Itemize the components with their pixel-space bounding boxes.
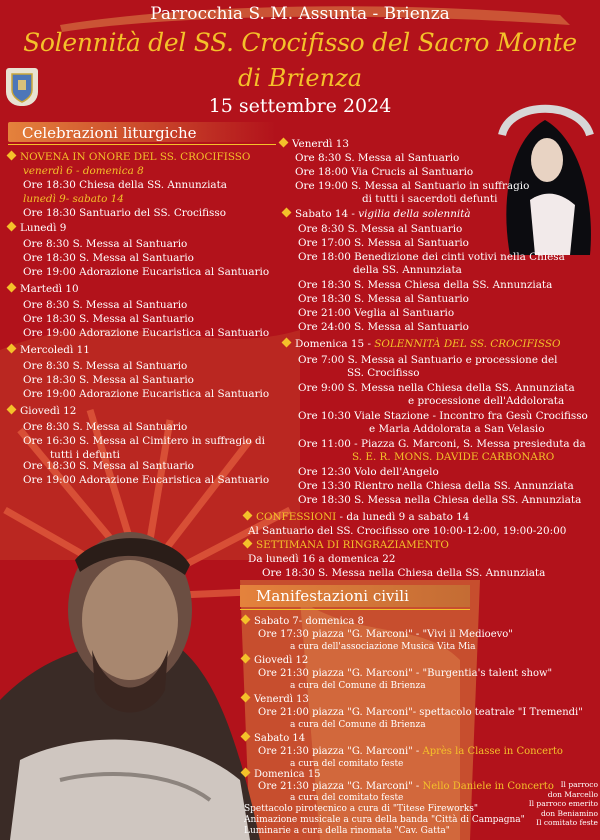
diamond-bullet-icon [243,539,253,549]
novena-line-1: Ore 18:30 Chiesa della SS. Annunziata [23,179,227,191]
thursday-line: tutti i defunti [50,449,120,461]
diamond-bullet-icon [282,338,292,348]
music-note: Animazione musicale a cura della banda "Città di Campagna" [244,815,525,825]
friday-line: Ore 19:00 S. Messa al Santuario in suffragio [295,180,530,192]
sunday-line: Ore 13:30 Rientro nella Chiesa della SS. Annunziata [298,480,574,492]
civil-event-date: Venerdì 13 [242,694,309,707]
saturday-line: Ore 18:30 S. Messa Chiesa della SS. Annunziata [298,279,553,291]
parish-name: Parrocchia S. M. Assunta - Brienza [150,4,450,24]
civil-event-date: Sabato 7- domenica 8 [242,616,364,629]
signature-line: don Marcello [547,789,598,799]
liturgical-section-title: Celebrazioni liturgiche [22,124,197,142]
sunday-line: Ore 9:00 S. Messa nella Chiesa della SS. Annunziata [298,382,575,394]
saturday-line: Ore 18:30 S. Messa al Santuario [298,293,469,305]
diamond-bullet-icon [241,615,251,625]
wednesday-line: Ore 19:00 Adorazione Eucaristica al Santuario [23,388,270,400]
novena-dates-2: lunedì 9- sabato 14 [23,193,124,205]
thanksgiving-dates: Da lunedì 16 a domenica 22 [248,553,396,565]
monday-line: Ore 19:00 Adorazione Eucaristica al Santuario [23,266,270,278]
fireworks-note: Spettacolo pirotecnico a cura di "Titese Fireworks" [244,804,479,814]
diamond-bullet-icon [7,222,17,232]
diamond-bullet-icon [7,344,17,354]
liturgical-title-underline [8,144,276,145]
novena-heading: NOVENA IN ONORE DEL SS. CROCIFISSO [8,150,250,164]
day-thursday: Giovedì 12 [8,404,76,418]
tuesday-line: Ore 8:30 S. Messa al Santuario [23,299,188,311]
civil-event-organizer: a cura del comitato feste [290,759,404,769]
signatures [520,780,598,828]
diamond-bullet-icon [279,138,289,148]
diamond-bullet-icon [282,208,292,218]
civil-event-date: Domenica 15 [242,769,321,782]
saturday-line: Ore 17:00 S. Messa al Santuario [298,237,469,249]
diamond-bullet-icon [7,405,17,415]
saturday-line: della SS. Annunziata [353,264,462,276]
signature-line: Il comitato feste [536,818,598,827]
thursday-line: Ore 18:30 S. Messa al Santuario [23,460,194,472]
wednesday-line: Ore 8:30 S. Messa al Santuario [23,360,188,372]
civil-event-line: Ore 17:30 piazza "G. Marconi" - "Vivi il Medioevo" [258,629,513,640]
day-sunday: Domenica 15 - SOLENNITÀ DEL SS. CROCIFISSO [283,337,560,351]
friday-line: Ore 18:00 Via Crucis al Santuario [295,166,474,178]
diamond-bullet-icon [243,511,253,521]
lights-note: Luminarie a cura della rinomata "Cav. Gatta" [244,826,450,836]
diamond-bullet-icon [241,693,251,703]
sunday-line: Ore 18:30 S. Messa nella Chiesa della SS. Annunziata [298,494,582,506]
saturday-line: Ore 21:00 Veglia al Santuario [298,307,455,319]
saturday-line: Ore 18:00 Benedizione dei cinti votivi nella Chiesa [298,251,565,263]
civil-title-underline [240,609,470,610]
signature-line: Il parroco emerito [528,799,598,808]
thursday-line: Ore 16:30 S. Messa al Cimitero in suffragio di [23,435,266,447]
day-monday: Lunedì 9 [8,221,66,235]
thanksgiving-heading: SETTIMANA DI RINGRAZIAMENTO [244,538,449,552]
sunday-line: Ore 12:30 Volo dell'Angelo [298,466,439,478]
diamond-bullet-icon [241,654,251,664]
signature-line: don Beniamino [540,808,598,818]
signature-line: Il parroco [560,780,598,789]
monday-line: Ore 8:30 S. Messa al Santuario [23,238,188,250]
sunday-line: Ore 11:00 - Piazza G. Marconi, S. Messa presieduta da [298,438,586,450]
sunday-line: e Maria Addolorata a San Velasio [369,423,545,435]
friday-line: di tutti i sacerdoti defunti [362,193,498,205]
tuesday-line: Ore 19:00 Adorazione Eucaristica al Santuario [23,327,270,339]
diamond-bullet-icon [241,768,251,778]
day-wednesday: Mercoledì 11 [8,343,90,357]
civil-event-organizer: a cura dell'associazione Musica Vita Mia [290,642,476,652]
event-title: Solennità del SS. Crocifisso del Sacro Monte [23,28,577,57]
event-date: 15 settembre 2024 [208,95,392,117]
sunday-line: SS. Crocifisso [347,367,420,379]
diamond-bullet-icon [7,283,17,293]
civil-section-title: Manifestazioni civili [256,587,409,605]
event-title-town: di Brienza [237,64,363,92]
confessions-heading: CONFESSIONI - da lunedì 9 a sabato 14 [244,510,469,524]
civil-event-line: Ore 21:00 piazza "G. Marconi"- spettacolo teatrale "I Tremendi" [258,707,583,718]
thanksgiving-line: Ore 18:30 S. Messa nella Chiesa della SS. Annunziata [262,567,546,579]
saturday-line: Ore 24:00 S. Messa al Santuario [298,321,469,333]
day-tuesday: Martedì 10 [8,282,79,296]
diamond-bullet-icon [7,151,17,161]
novena-dates-1: venerdì 6 - domenica 8 [23,165,144,177]
sunday-celebrant: S. E. R. MONS. DAVIDE CARBONARO [352,451,555,463]
civil-event-organizer: a cura del Comune di Brienza [290,681,426,691]
civil-event-date: Sabato 14 [242,733,305,746]
saturday-line: Ore 8:30 S. Messa al Santuario [298,223,463,235]
tuesday-line: Ore 18:30 S. Messa al Santuario [23,313,194,325]
civil-event-organizer: a cura del Comune di Brienza [290,720,426,730]
friday-line: Ore 8:30 S. Messa al Santuario [295,152,460,164]
monday-line: Ore 18:30 S. Messa al Santuario [23,252,194,264]
diamond-bullet-icon [241,732,251,742]
sunday-line: e processione dell'Addolorata [408,395,565,407]
sunday-line: Ore 7:00 S. Messa al Santuario e processione del [298,354,558,366]
thursday-line: Ore 19:00 Adorazione Eucaristica al Santuario [23,474,270,486]
civil-event-organizer: a cura del comitato feste [290,793,404,803]
civil-event-date: Giovedì 12 [242,655,308,668]
thursday-line: Ore 8:30 S. Messa al Santuario [23,421,188,433]
day-saturday: Sabato 14 - vigilia della solennità [283,207,471,221]
civil-event-line: Ore 21:30 piazza "G. Marconi" - Nello Daniele in Concerto [258,781,554,792]
civil-event-line: Ore 21:30 piazza "G. Marconi" - "Burgentia's talent show" [258,668,553,679]
novena-line-2: Ore 18:30 Santuario del SS. Crocifisso [23,207,226,219]
civil-event-line: Ore 21:30 piazza "G. Marconi" - Après la Classe in Concerto [258,746,563,757]
day-friday: Venerdì 13 [280,137,349,151]
sunday-line: Ore 10:30 Viale Stazione - Incontro fra Gesù Crocifisso [298,410,588,422]
wednesday-line: Ore 18:30 S. Messa al Santuario [23,374,194,386]
confessions-line: Al Santuario del SS. Crocifisso ore 10:00-12:00, 19:00-20:00 [248,525,567,537]
